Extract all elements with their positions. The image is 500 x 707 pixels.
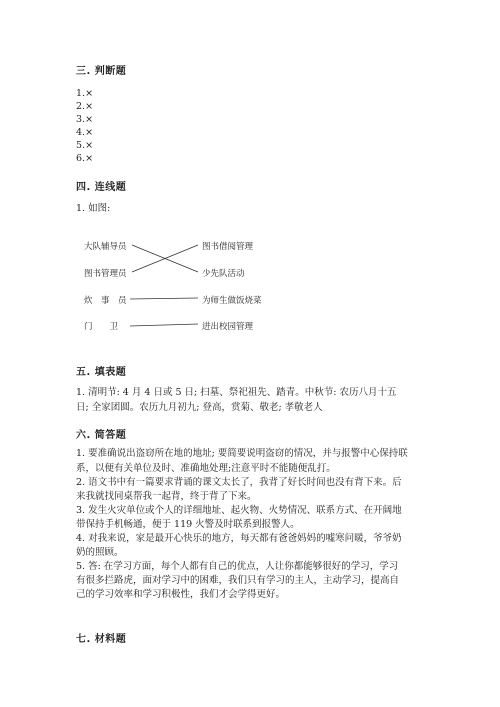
match-right-1: 图书借阅管理 <box>202 242 254 252</box>
match-line-3 <box>130 298 198 299</box>
match-line-4 <box>130 324 198 326</box>
match-left-4: 门 卫 <box>84 322 119 332</box>
section-5-heading: 五. 填表题 <box>76 367 127 378</box>
tf-answer-2: 2.× <box>76 101 94 112</box>
short-answer-line-7: 4. 对我来说，家是最开心快乐的地方，每天都有爸爸妈妈的嘘寒问暖，爷爷奶 <box>76 533 402 544</box>
section-6-heading: 六. 简答题 <box>76 430 127 441</box>
section-4-heading: 四. 连线题 <box>76 182 127 193</box>
short-answer-line-9: 5. 答: 在学习方面，每个人都有自己的优点，人让你都能够很好的学习，学习 <box>76 561 399 572</box>
tf-answer-5: 5.× <box>76 140 94 151</box>
tf-answer-4: 4.× <box>76 127 94 138</box>
short-answer-line-2: 系，以便有关单位及时、准确地处理;注意平时不能随便乱打。 <box>76 463 336 474</box>
tf-answer-1: 1.× <box>76 88 94 99</box>
fill-answer-line-2: 日; 全家团圆。农历九月初九; 登高，赏菊、敬老; 孝敬老人 <box>76 402 323 413</box>
match-right-2: 少先队活动 <box>202 269 245 279</box>
short-answer-line-5: 3. 发生火灾单位或个人的详细地址、起火物、火势情况、联系方式、在开阔地 <box>76 505 402 516</box>
tf-answer-6: 6.× <box>76 153 94 164</box>
short-answer-line-3: 2. 语文书中有一篇要求背诵的课文太长了，我背了好长时间也没有背下来。后 <box>76 477 402 488</box>
short-answer-line-8: 奶的照顾。 <box>76 547 124 558</box>
matching-question: 1. 如图: <box>76 203 111 214</box>
short-answer-line-4: 来我就找同桌帮我一起背，终于背了下来。 <box>76 491 257 502</box>
short-answer-line-11: 己的学习效率和学习积极性，我们才会学得更好。 <box>76 589 286 600</box>
short-answer-line-6: 带保持手机畅通，便于 119 火警及时联系到报警人。 <box>76 519 300 530</box>
match-right-4: 进出校园管理 <box>202 322 254 332</box>
tf-answer-3: 3.× <box>76 114 94 125</box>
short-answer-line-1: 1. 要准确说出盗窃所在地的地址; 要简要说明盗窃的情况，并与报警中心保持联 <box>76 448 408 459</box>
fill-answer-line-1: 1. 清明节: 4 月 4 日或 5 日; 扫墓、祭祀祖先、踏青。中秋节: 农历八月十五 <box>76 387 397 398</box>
section-7-heading: 七. 材料题 <box>76 634 127 645</box>
short-answer-line-10: 有很多拦路虎，面对学习中的困难，我们只有学习的主人，主动学习，提高自 <box>76 575 400 586</box>
match-right-3: 为师生做饭烧菜 <box>202 296 262 306</box>
match-left-3: 炊 事 员 <box>84 296 127 306</box>
match-left-2: 图书管理员 <box>84 269 127 279</box>
section-3-heading: 三. 判断题 <box>76 66 127 77</box>
match-left-1: 大队辅导员 <box>84 242 127 252</box>
